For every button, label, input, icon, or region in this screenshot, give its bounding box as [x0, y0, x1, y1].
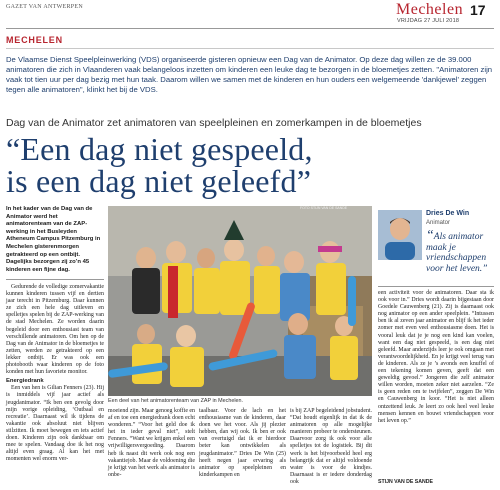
body-paragraph: Gedurende de volledige zomervakantie kunnen kinderen tussen vijf en dertien jaar terecht in Pitzemburg. Daar kunnen ze zich een hele dag uitleven en spelletjes spelen bij de ZAP-werking van de stad Mechelen. Ze worden daarin begeleid door een enthousiast team van verschillende animatoren. Om hen op de Dag van de Animator in de bloemetjes te zetten, werden ze getrakteerd op een lekker ontbijt. Er was ook een photobooth waar kinderen op de foto konden met hun favoriete monitor. — [6, 284, 104, 376]
headline — [6, 133, 494, 197]
profile-quote: “Als animator maak je vriendschappen voor het leven.” — [426, 228, 488, 274]
masthead-rule — [6, 28, 494, 29]
article-column-3 — [199, 408, 286, 479]
article-column-1 — [6, 284, 104, 463]
body-paragraph: taalbaar. Voor de lach en het enthousiasme van de kinderen, daar doen we het voor. Als jij plezier hebben, dan wij ook. Ik ben er ook van overtuigd dat ik er hierdoor beter kan ontwikkelen als jeugdanimator.” Dries De Win (25) heeft negen jaar ervaring als animator op speelpleinen en kinderkampen en — [199, 408, 286, 478]
team-photo-illustration — [108, 206, 372, 396]
lead-rule — [6, 279, 104, 280]
profile-photo-illustration — [378, 210, 422, 260]
subheadline: Dag van de Animator zet animatoren van speelpleinen en zomerkampen in de bloemetjes — [6, 117, 422, 129]
intertitle-energiedrank: Energiedrank — [6, 378, 44, 385]
article-column-5 — [378, 290, 494, 425]
body-paragraph: is bij ZAP begeleidend jobstudent. “Dat houdt eigenlijk in dat ik de animatoren op alle mogelijke manieren probeer te ondersteunen. Daarvoor zorg ik ook voor alle spelletjes tot de logistiek. Bij dit werk is het bijvoorbeeld heel erg belangrijk dat er altijd voldoende water is voor de kindjes. Daarnaast is er iedere donderdag ook — [290, 408, 372, 485]
body-paragraph: moeiend zijn. Maar genoeg koffie en af en toe een energiedrank doen echt wonderen.” “Voor het geld doe ik het in ieder geval niet”, stelt Fenners. “Want we krijgen enkel een vrijwilligersvergoeding. Daarom heb ik naast dit werk ook nog een vakantiejob. Maar de voldoening die je krijgt van het werk als animator is onbe- — [108, 408, 195, 478]
page-number: 17 — [470, 2, 486, 18]
author-byline: STIJN VAN DE SANDE — [378, 479, 433, 485]
headline-line-1: “Een dag niet gespeeld, — [6, 131, 313, 167]
intro-paragraph — [6, 55, 494, 95]
profile-rule — [378, 286, 494, 287]
body-paragraph: een activiteit voor de animatoren. Daar sta ik ook voor in.” Dries wordt daarin bijgestaan door Goedele Cauwenberg (21). Zij is daarnaast ook nog animator op een ander speelplein. “Intussen ben ik al zeven jaar animator en blijf ik het ieder zomer met even veel enthousiasme doen. Het is vooral leuk dat je je nog een kind kan voelen, want een dag niet gespeeld, is een dag niet geleefd. Maar anderzijds leer je ook omgaan met verantwoordelijkheid. En je krijgt veel terug van de kinderen. Als ze je ’s avonds een knuffel of een tekening komen geven, geeft dat een geweldig gevoel.” Jongeren die zelf animator willen worden, moeten zeker niet aarzelen. “Ze is geen reden om te twijfelen”, zeggen De Win en Cauwenberg in koor. “Het is niet alleen ontzettend leuk. Je leert zo ook heel veel leuke mensen kennen en bouwt vriendschappen voor het leven op.” — [378, 290, 494, 424]
city-title: Mechelen — [396, 1, 464, 18]
section-rule — [6, 48, 494, 49]
body-paragraph: Een van hen is Gilian Fenners (23). Hij is inmiddels vijf jaar actief als jeugdanimator. “Ik ben een gevolg door mijn vorige opleiding, ‘Outbaal en recreatie’. Daarnaast wil ik tijdens de vakantie ook absoluut niet blijven stilzitten. Ik moet bewegen en iets actief doen. Kinderen zijn ook dankbaar om mee te spelen. Vandaag doe ik het nog altijd even graag. Al kan het met momenten wel enorm ver- — [6, 385, 104, 463]
page-date: VRIJDAG 27 JULI 2018 — [397, 18, 460, 24]
profile-photo — [378, 210, 422, 260]
section-label: MECHELEN — [6, 35, 63, 45]
photo-credit: FOTO STIJN VAN DE SANDE — [300, 206, 348, 210]
article-column-2 — [108, 408, 195, 479]
photo-caption: Een deel van het animatorenteam van ZAP in Mechelen. — [108, 398, 244, 404]
profile-quote-text: Als animator maak je vriendschappen voor het leven. — [426, 232, 487, 274]
profile-role: Animator — [426, 220, 451, 226]
profile-name: Dries De Win — [426, 210, 470, 217]
intro-text: De Vlaamse Dienst Speelpleinwerking (VDS) organiseerde gisteren opnieuw een Dag van de Animator. Op deze dag willen ze de 39.000 animatoren die zich in Vlaanderen vaak belangeloos inzetten om kinderen een leuke dag te bezorgen in de bloemetjes zetten. "Animatoren zijn vaak tot tien uur per dag bezig met hun taak. Daarom willen we samen met de kinderen en hun ouders een welgemeende 'dankjewel' zeggen tegen alle animatoren", klinkt het bij de VDS. — [6, 55, 493, 95]
newspaper-name: GAZET VAN ANTWERPEN — [6, 4, 84, 10]
lead-paragraph: In het kader van de Dag van de Animator werd het animatorenteam van de ZAP-werking in het Busleyden Atheneum Campus Pitzemburg in Mechelen gisterenmorgen getrakteerd op een ontbijt. Dagelijks bezorgen zij zo’n 45 kinderen een fijne dag. — [6, 206, 101, 273]
headline-line-2: is een dag niet geleefd” — [6, 163, 312, 199]
article-column-4 — [290, 408, 372, 486]
team-photo — [108, 206, 372, 396]
